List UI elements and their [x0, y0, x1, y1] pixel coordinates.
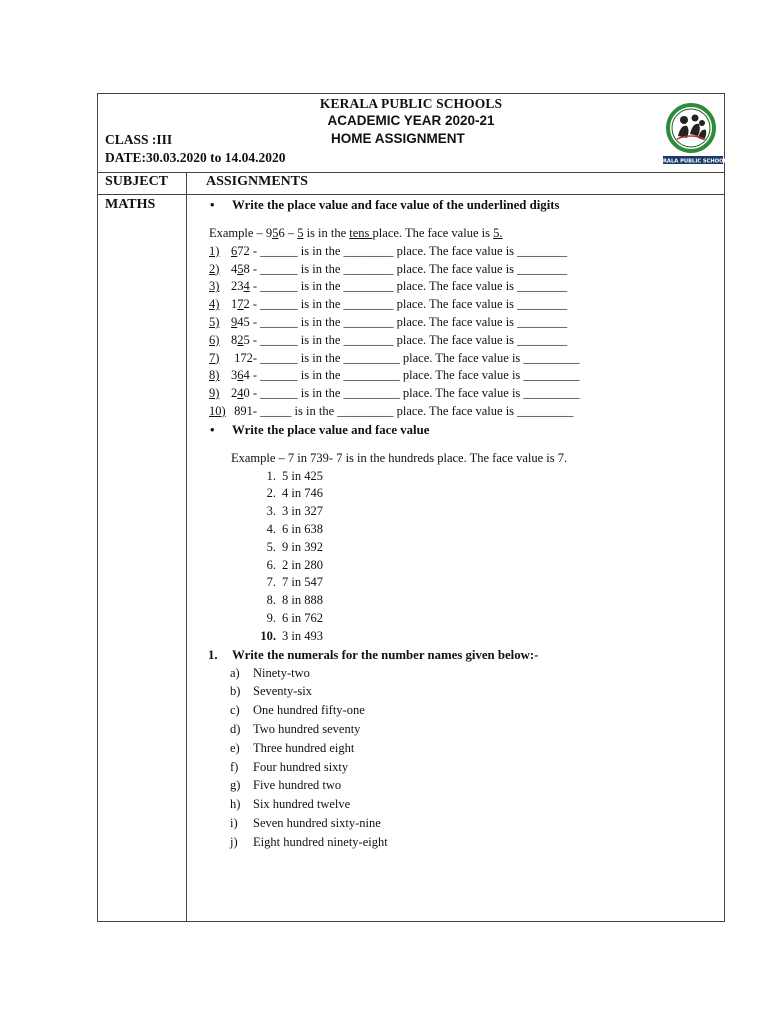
column-divider	[186, 172, 187, 921]
list-item: 1) 672 - ______ is in the ________ place. The face value is ________	[209, 243, 568, 258]
list-item: f) Four hundred sixty	[230, 759, 349, 774]
logo-caption: KERALA PUBLIC SCHOOLS	[655, 158, 731, 165]
section1-list	[209, 244, 718, 422]
list-item: 10) 891- _____ is in the _________ place. The face value is _________	[209, 403, 574, 418]
item-number: 5)	[209, 314, 220, 329]
list-item: 5. 9 in 392	[266, 539, 323, 554]
item-number: 7)	[209, 350, 220, 365]
section3-heading: 1. Write the numerals for the number names given below:-	[208, 647, 539, 662]
list-item: 9. 6 in 762	[266, 610, 323, 625]
list-item: 4) 172 - ______ is in the ________ place. The face value is ________	[209, 297, 568, 312]
list-item: 6. 2 in 280	[266, 557, 323, 572]
list-item: 2) 458 - ______ is in the ________ place. The face value is ________	[209, 261, 568, 276]
subject-maths: MATHS	[105, 197, 156, 212]
list-item: g) Five hundred two	[230, 778, 342, 793]
item-number: 2)	[209, 261, 220, 276]
list-item: e) Three hundred eight	[230, 740, 355, 755]
class-label: CLASS :III	[105, 132, 173, 147]
list-item: 9) 240 - ______ is in the _________ place. The face value is _________	[209, 386, 580, 401]
list-item: a) Ninety-two	[230, 665, 310, 680]
assignment-content	[208, 198, 718, 854]
section2-list	[208, 469, 718, 647]
item-number: 10)	[209, 403, 226, 418]
list-item: b) Seventy-six	[230, 684, 313, 699]
item-number: 3)	[209, 279, 220, 294]
section3-list	[208, 666, 718, 854]
item-number: 1)	[209, 243, 220, 258]
list-item: 3) 234 - ______ is in the ________ place. The face value is ________	[209, 279, 568, 294]
bullet-icon: •	[210, 198, 215, 212]
list-item: 3. 3 in 327	[266, 504, 323, 519]
item-number: 6)	[209, 332, 220, 347]
list-item: h) Six hundred twelve	[230, 797, 351, 812]
list-item: i) Seven hundred sixty-nine	[230, 815, 381, 830]
list-item: d) Two hundred seventy	[230, 721, 361, 736]
subject-column-header: SUBJECT	[105, 174, 169, 189]
school-logo	[655, 102, 731, 166]
list-item: 2. 4 in 746	[266, 486, 323, 501]
academic-year: ACADEMIC YEAR 2020-21	[327, 113, 495, 128]
assignments-column-header: ASSIGNMENTS	[206, 174, 308, 189]
section2-example: Example – 7 in 739- 7 is in the hundreds place. The face value is 7.	[231, 450, 568, 465]
section1-heading: • Write the place value and face value of the underlined digits	[210, 198, 560, 212]
list-item: j) Eight hundred ninety-eight	[230, 834, 388, 849]
assignment-title: HOME ASSIGNMENT	[331, 131, 465, 146]
list-item: 7) 172- ______ is in the _________ place. The face value is _________	[209, 350, 580, 365]
item-number: 8)	[209, 368, 220, 383]
list-item: 4. 6 in 638	[266, 521, 323, 536]
item-number: 9)	[209, 386, 220, 401]
list-item: 8. 8 in 888	[266, 593, 323, 608]
list-item: 6) 825 - ______ is in the ________ place. The face value is ________	[209, 332, 568, 347]
list-item: 1. 5 in 425	[266, 468, 323, 483]
school-name: KERALA PUBLIC SCHOOLS	[319, 96, 503, 111]
column-header-divider	[98, 194, 724, 195]
date-label: DATE:30.03.2020 to 14.04.2020	[105, 150, 286, 165]
list-item: c) One hundred fifty-one	[230, 703, 365, 718]
list-item: 10. 3 in 493	[260, 628, 323, 643]
bullet-icon: •	[210, 422, 215, 437]
list-item: 5) 945 - ______ is in the ________ place. The face value is ________	[209, 314, 568, 329]
sheet-header	[98, 94, 731, 172]
section2-heading: • Write the place value and face value	[210, 422, 430, 437]
section1-example: Example – 956 – 5 is in the tens place. The face value is 5.	[209, 226, 503, 240]
assignment-sheet	[97, 93, 731, 922]
header-divider	[98, 172, 724, 173]
item-number: 4)	[209, 297, 220, 312]
list-item: 8) 364 - ______ is in the _________ place. The face value is _________	[209, 368, 580, 383]
list-item: 7. 7 in 547	[266, 575, 323, 590]
